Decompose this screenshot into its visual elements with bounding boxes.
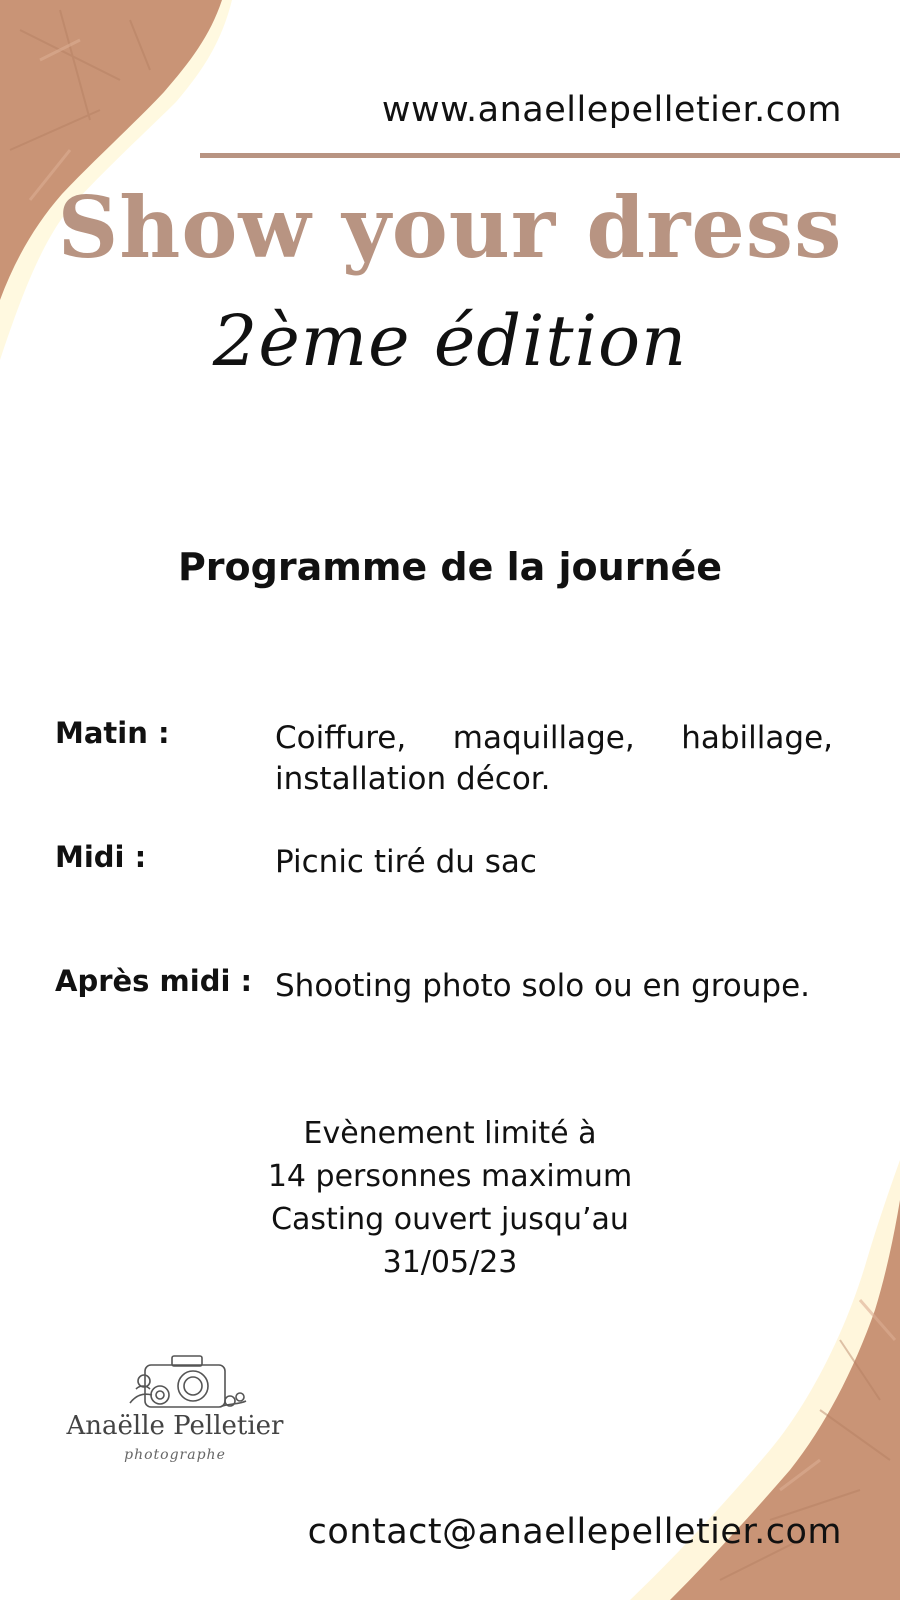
edition-subtitle: 2ème édition	[212, 300, 688, 382]
notice-line: Evènement limité à	[303, 1116, 597, 1151]
schedule-label-apres-midi: Après midi :	[55, 964, 253, 998]
schedule-label-midi: Midi :	[55, 840, 147, 874]
header-divider	[200, 153, 900, 158]
schedule-text-apres-midi: Shooting photo solo ou en groupe.	[275, 968, 811, 1004]
event-title: Show your dress	[57, 178, 843, 277]
contact-email[interactable]: contact@anaellepelletier.com	[307, 1512, 842, 1552]
website-url[interactable]: www.anaellepelletier.com	[381, 90, 842, 130]
notice-deadline: 31/05/23	[382, 1245, 518, 1280]
schedule-label-matin: Matin :	[55, 716, 170, 750]
notice-line: 14 personnes maximum	[267, 1159, 633, 1194]
logo-subtitle: photographe	[124, 1447, 226, 1463]
photographer-logo	[60, 1345, 290, 1475]
logo-name: Anaëlle Pelletier	[66, 1411, 284, 1441]
event-notice	[0, 1112, 900, 1284]
program-heading: Programme de la journée	[177, 545, 723, 589]
schedule-text-midi: Picnic tiré du sac	[275, 844, 537, 880]
notice-line: Casting ouvert jusqu’au	[271, 1202, 629, 1237]
camera-flowers-icon	[60, 1345, 290, 1415]
schedule-text-matin: Coiffure, maquillage, habillage, installation décor.	[275, 720, 833, 797]
